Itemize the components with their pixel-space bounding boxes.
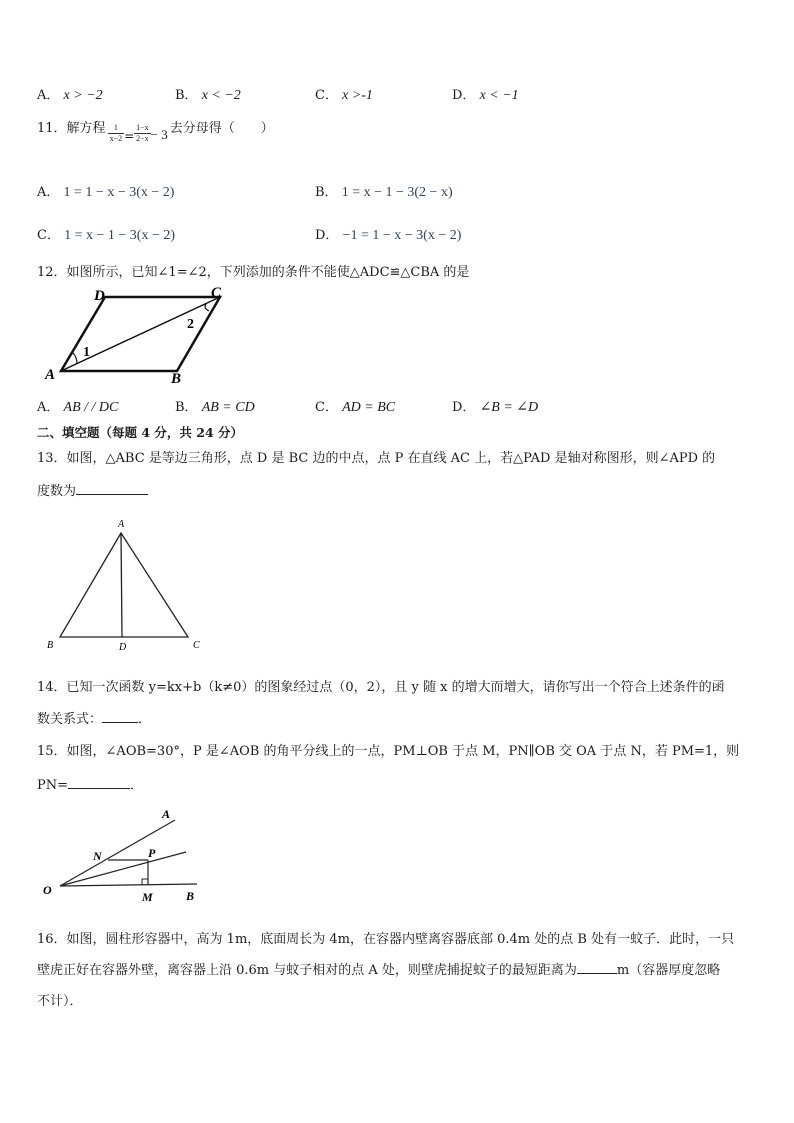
q16-line2	[37, 959, 720, 978]
answer-blank[interactable]	[577, 961, 617, 974]
stem-end: ．	[138, 712, 152, 727]
numerator: 1−x	[136, 123, 149, 132]
option-expr: AB / / DC	[63, 400, 119, 415]
label-b: B	[47, 640, 54, 651]
option-label: A．	[37, 400, 60, 415]
stem-end: ．	[130, 778, 144, 793]
answer-blank[interactable]	[68, 776, 130, 789]
label-a: A	[118, 519, 125, 530]
q12-option-d	[452, 396, 538, 416]
ray-ob	[60, 884, 197, 886]
label-d: D	[119, 642, 127, 653]
label-angle-2: 2	[187, 317, 194, 332]
stem-text: 解方程	[66, 121, 106, 136]
right-angle-mark	[142, 879, 148, 885]
answer-blank[interactable]	[102, 710, 138, 723]
label-m: M	[142, 890, 153, 904]
label-a: A	[45, 367, 56, 383]
option-expr: x >-1	[342, 88, 373, 103]
ray-oa	[60, 820, 175, 886]
option-label: C．	[315, 88, 338, 103]
q16-line3: 不计）．	[37, 994, 83, 1009]
q13-line1: 13．如图，△ABC 是等边三角形，点 D 是 BC 边的中点，点 P 在直线 AC 上，若△PAD 是轴对称图形，则∠APD 的	[37, 451, 716, 466]
q11-stem	[37, 117, 274, 157]
q14-line2	[37, 708, 151, 727]
option-expr: x < −2	[201, 88, 241, 103]
option-expr: x > −2	[63, 88, 103, 103]
option-label: C．	[315, 400, 338, 415]
fraction-2	[134, 123, 151, 144]
q10-option-c	[315, 84, 373, 104]
stem-text: 数关系式：	[37, 712, 103, 727]
numerator: 1	[108, 123, 125, 134]
option-label: D．	[315, 228, 339, 243]
option-label: A．	[37, 88, 60, 103]
q12-option-c	[315, 396, 395, 416]
option-expr: 1 = x − 1 − 3(2 − x)	[341, 185, 453, 200]
stem-text: 壁虎正好在容器外壁，离容器上沿 0.6m 与蚊子相对的点 A 处，则壁虎捕捉蚊子的最短距离为	[37, 963, 577, 978]
fraction-1	[108, 123, 125, 144]
q10-option-d	[452, 84, 519, 104]
option-label: A．	[37, 185, 60, 200]
q10-option-b	[175, 84, 241, 104]
label-angle-1: 1	[83, 345, 90, 360]
q14-line1: 14．已知一次函数 y=kx+b（k≠0）的图象经过点（0，2），且 y 随 x 的增大而增大，请你写出一个符合上述条件的函	[37, 680, 725, 695]
option-expr: AB = CD	[201, 400, 255, 415]
option-label: B．	[315, 185, 338, 200]
option-label: B．	[175, 88, 198, 103]
option-expr: −1 = 1 − x − 3(x − 2)	[342, 228, 462, 243]
label-c: C	[211, 285, 222, 301]
section-title: 二、填空题（每题 4 分，共 24 分）	[37, 425, 244, 440]
stem-end: m（容器厚度忽略	[616, 963, 721, 978]
q13-triangle-figure	[40, 515, 210, 655]
q13-line2	[37, 480, 148, 499]
angle-2-arc	[205, 304, 209, 311]
label-o: O	[43, 883, 52, 897]
option-expr: 1 = 1 − x − 3(x − 2)	[63, 185, 175, 200]
label-c: C	[193, 640, 200, 651]
option-label: D．	[452, 88, 476, 103]
median-ad	[121, 533, 122, 637]
triangle-abc	[60, 533, 188, 637]
bisector-op	[60, 852, 186, 886]
q11-option-c	[37, 224, 175, 244]
option-label: C．	[37, 228, 60, 243]
option-expr: AD = BC	[342, 400, 396, 415]
angle-1-arc	[73, 353, 77, 364]
q15-line2	[37, 774, 143, 793]
stem-text: PN=	[37, 778, 69, 793]
q11-option-b	[315, 181, 453, 201]
q15-line1: 15．如图，∠AOB=30°，P 是∠AOB 的角平分线上的一点，PM⊥OB 于点 M，PN∥OB 交 OA 于点 N，若 PM=1，则	[37, 744, 740, 759]
denominator: 2−x	[136, 134, 149, 143]
option-expr: x < −1	[479, 88, 519, 103]
option-label: B．	[175, 400, 198, 415]
equals-sign: =	[124, 129, 135, 143]
option-label: D．	[452, 400, 476, 415]
label-b: B	[186, 889, 195, 903]
minus-three: − 3	[150, 127, 168, 142]
q12-option-b	[175, 396, 255, 416]
q12-parallelogram-figure	[40, 283, 240, 388]
q11-option-a	[37, 181, 174, 201]
stem-text: 度数为	[37, 484, 77, 499]
answer-blank[interactable]	[76, 482, 148, 495]
option-expr: 1 = x − 1 − 3(x − 2)	[64, 228, 175, 243]
label-d: D	[94, 288, 105, 304]
label-p: P	[148, 846, 156, 860]
q12-option-a	[37, 396, 118, 416]
q10-option-a	[37, 84, 103, 104]
stem-end: 去分母得（ ）	[169, 121, 274, 136]
label-b: B	[171, 371, 182, 387]
q12-stem: 12．如图所示，已知∠1=∠2，下列添加的条件不能使△ADC≌△CBA 的是	[37, 265, 470, 280]
label-n: N	[93, 849, 102, 863]
question-number: 11．	[37, 121, 67, 136]
q15-angle-figure	[40, 802, 220, 907]
label-a: A	[162, 807, 171, 821]
q11-option-d	[315, 224, 461, 244]
denominator: x−2	[109, 134, 123, 143]
q16-line1: 16．如图，圆柱形容器中，高为 1m，底面周长为 4m，在容器内壁离容器底部 0.4m 处的点 B 处有一蚊子．此时，一只	[37, 932, 735, 947]
option-expr: ∠B = ∠D	[479, 400, 539, 415]
